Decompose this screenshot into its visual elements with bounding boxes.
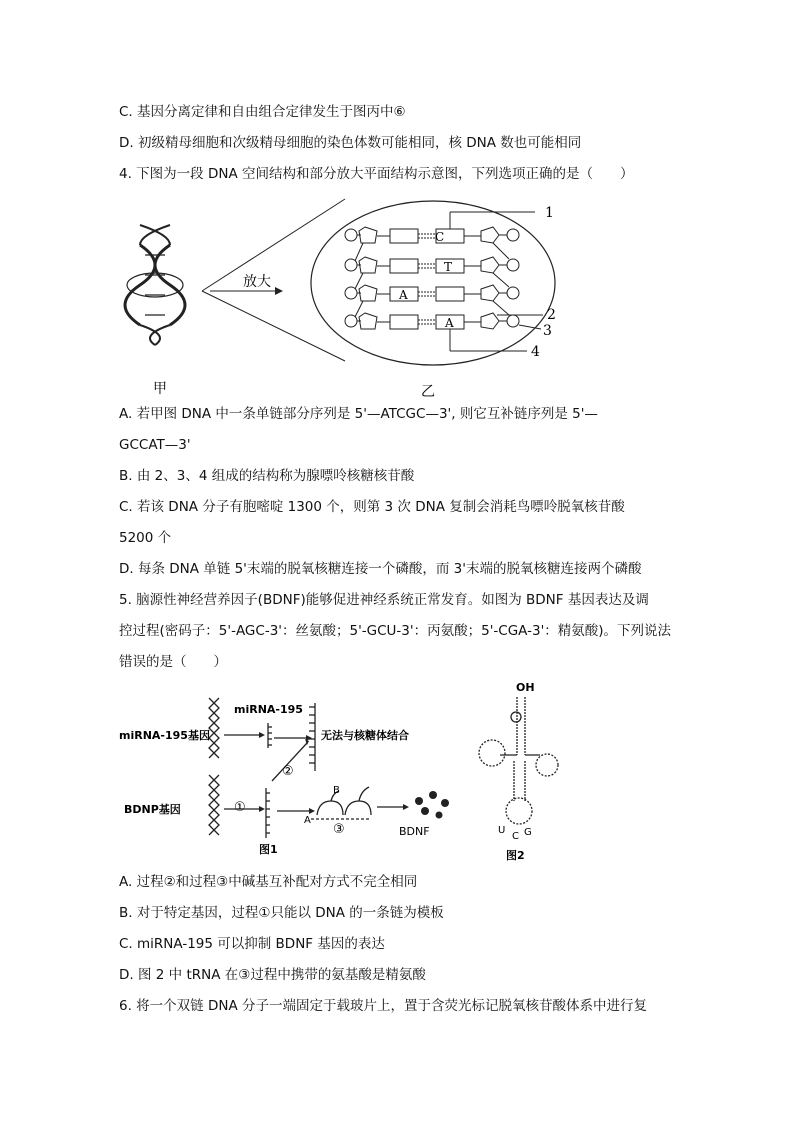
- bdnf-label: BDNF: [399, 825, 430, 838]
- bdnp-gene-label: BDNP基因: [124, 803, 181, 816]
- anticodon-c: C: [512, 831, 519, 842]
- step-1: ①: [234, 800, 246, 815]
- base-t: T: [444, 260, 453, 274]
- question-6: 6. 将一个双链 DNA 分子一端固定于载玻片上，置于含荧光标记脱氧核苷酸体系中进行复: [119, 998, 647, 1014]
- option-a-q4-cont: GCCAT—3': [119, 437, 191, 453]
- anticodon-g: G: [524, 827, 532, 838]
- anticodon-u: U: [498, 825, 506, 836]
- base-c: C: [435, 230, 445, 244]
- mirna-gene-label: miRNA-195基因: [119, 729, 210, 742]
- option-a-q5: A. 过程②和过程③中碱基互补配对方式不完全相同: [119, 874, 418, 890]
- oh-label: OH: [516, 683, 535, 694]
- magnify-label: 放大: [243, 274, 271, 290]
- label-b: B: [333, 785, 340, 796]
- dna-structure-figure: [115, 195, 575, 400]
- step-3: ③: [333, 822, 345, 837]
- label-a: A: [304, 815, 311, 826]
- question-5-cont2: 错误的是（ ）: [119, 654, 227, 670]
- no-bind-label: 无法与核糖体结合: [321, 729, 409, 742]
- label-jia: 甲: [153, 381, 167, 397]
- option-b-q5: B. 对于特定基因，过程①只能以 DNA 的一条链为模板: [119, 905, 444, 921]
- base-a-left: A: [399, 288, 408, 302]
- base-a-right: A: [445, 316, 454, 330]
- question-5: 5. 脑源性神经营养因子(BDNF)能够促进神经系统正常发育。如图为 BDNF 基因表达及调: [119, 592, 649, 608]
- double-helix-icon: [125, 225, 185, 345]
- step-2: ②: [282, 764, 294, 779]
- mirna-label: miRNA-195: [234, 703, 303, 716]
- question-4: 4. 下图为一段 DNA 空间结构和部分放大平面结构示意图，下列选项正确的是（ ）: [119, 166, 634, 182]
- trna-figure: [470, 683, 570, 863]
- option-c-q5: C. miRNA-195 可以抑制 BDNF 基因的表达: [119, 936, 385, 952]
- caption-fig1: 图1: [259, 843, 278, 856]
- option-c-q3: C. 基因分离定律和自由组合定律发生于图丙中⑥: [119, 104, 406, 120]
- callout-2: 2: [547, 307, 556, 323]
- option-c-q4-cont: 5200 个: [119, 530, 172, 546]
- option-d-q5: D. 图 2 中 tRNA 在③过程中携带的氨基酸是精氨酸: [119, 967, 426, 983]
- option-b-q4: B. 由 2、3、4 组成的结构称为腺嘌呤核糖核苷酸: [119, 468, 415, 484]
- option-d-q3: D. 初级精母细胞和次级精母细胞的染色体数可能相同，核 DNA 数也可能相同: [119, 135, 582, 151]
- callout-4: 4: [531, 344, 540, 360]
- callout-3: 3: [543, 323, 552, 339]
- option-a-q4: A. 若甲图 DNA 中一条单链部分序列是 5'—ATCGC—3', 则它互补链序列是 5'—: [119, 406, 598, 422]
- caption-fig2: 图2: [506, 849, 525, 862]
- callout-1: 1: [545, 205, 554, 221]
- question-5-cont1: 控过程(密码子：5'-AGC-3'：丝氨酸；5'-GCU-3'：丙氨酸；5'-CGA-3'：精氨酸)。下列说法: [119, 623, 672, 639]
- option-c-q4: C. 若该 DNA 分子有胞嘧啶 1300 个，则第 3 次 DNA 复制会消耗鸟嘌呤脱氧核苷酸: [119, 499, 625, 515]
- label-yi: 乙: [421, 384, 435, 400]
- option-d-q4: D. 每条 DNA 单链 5'末端的脱氧核糖连接一个磷酸，而 3'末端的脱氧核糖连接两个磷酸: [119, 561, 642, 577]
